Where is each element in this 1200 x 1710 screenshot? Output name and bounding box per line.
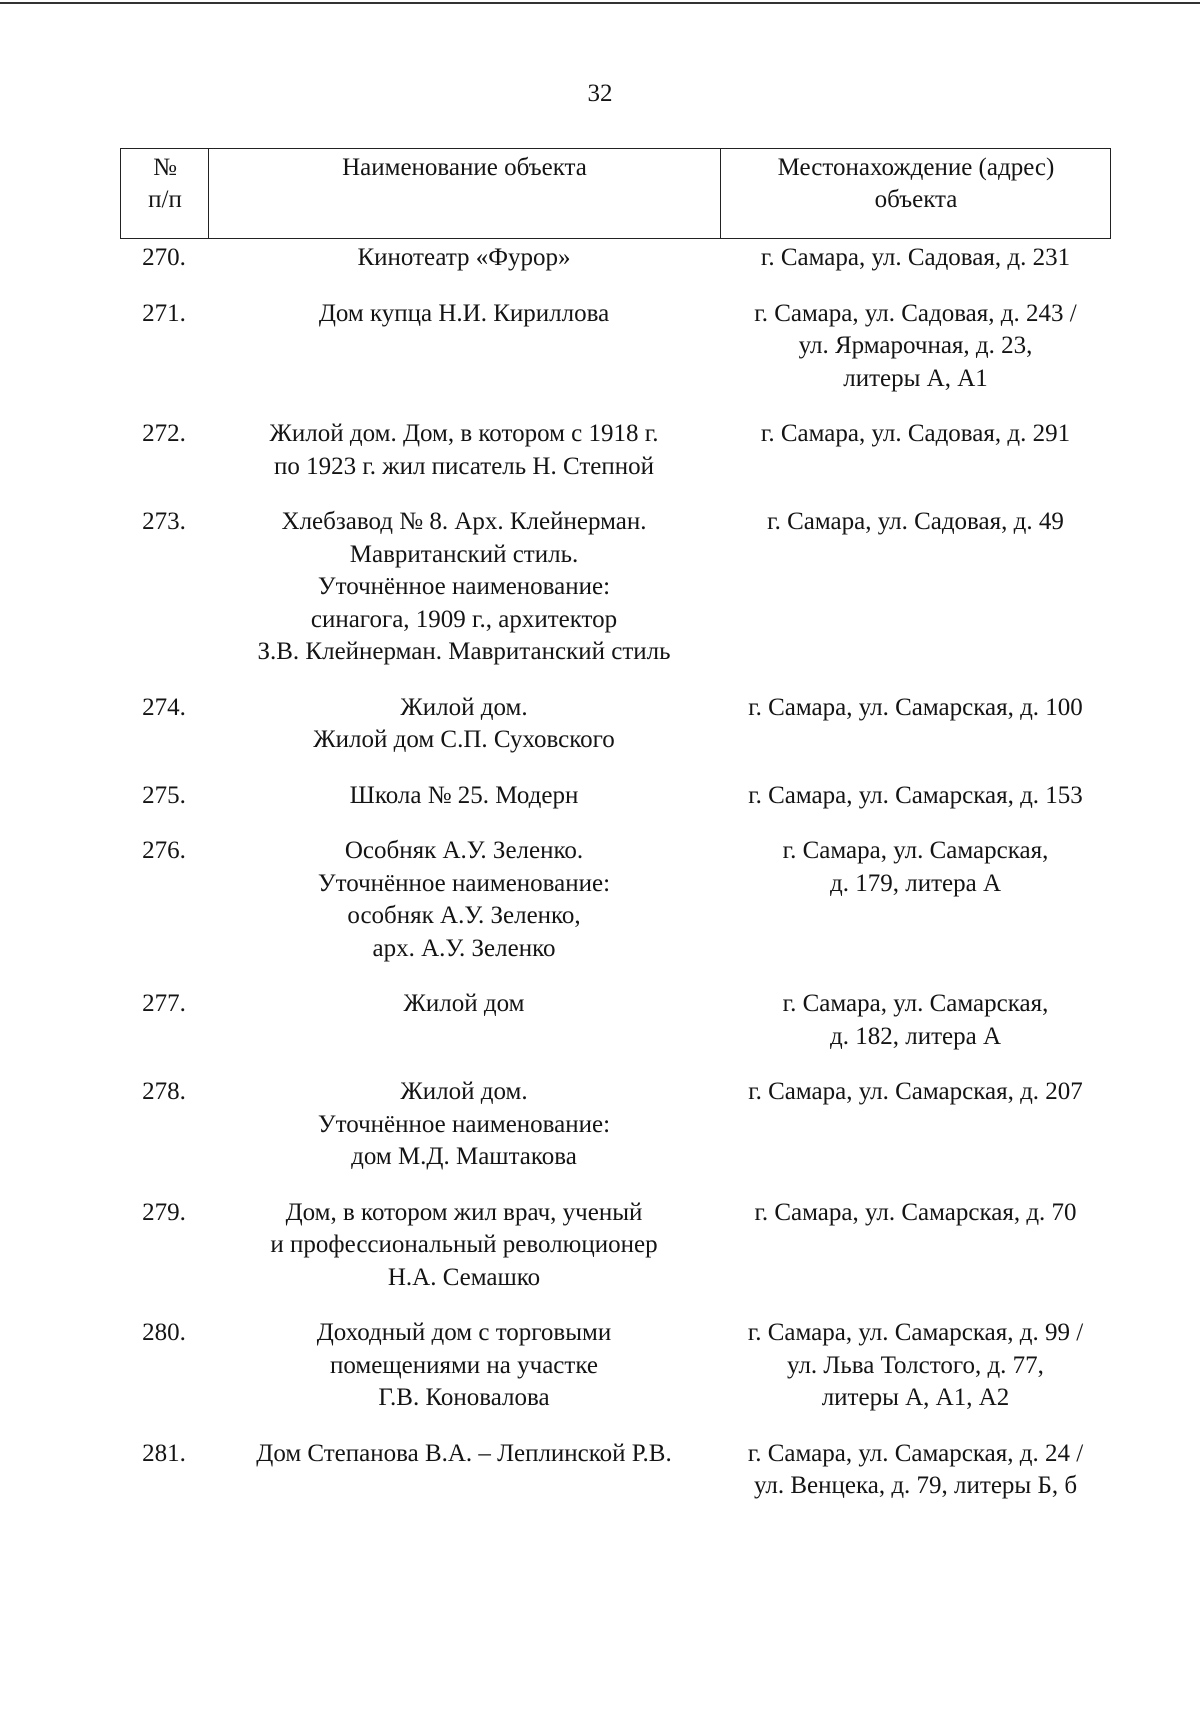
object-address (720, 1076, 1111, 1174)
object-name-line: дом М.Д. Маштакова (351, 1143, 577, 1170)
table-row (120, 692, 1111, 757)
object-name-line: Уточнённое наименование: (317, 573, 611, 600)
table-row (120, 506, 1111, 669)
header-line: Местонахождение (адрес) (777, 154, 1055, 181)
object-address-line: г. Самара, ул. Самарская, д. 99 / (747, 1319, 1084, 1346)
object-address-line: г. Самара, ул. Садовая, д. 231 (760, 244, 1071, 271)
table-row (120, 988, 1111, 1053)
table-row (120, 298, 1111, 396)
object-name-line: и профессиональный революционер (270, 1231, 658, 1258)
object-address-line: литеры А, А1, А2 (821, 1384, 1010, 1411)
row-number: 281. (142, 1439, 186, 1467)
table-header (120, 148, 1111, 239)
object-name-line: Мавританский стиль. (349, 540, 579, 568)
object-name-line: Жилой дом. (400, 1078, 528, 1105)
object-name-line: синагога, 1909 г., архитектор (310, 605, 618, 633)
object-name (208, 418, 720, 483)
object-name (208, 835, 720, 965)
row-number: 275. (142, 781, 186, 809)
table-row (120, 1317, 1111, 1415)
row-number: 276. (142, 837, 186, 864)
table-row (120, 418, 1111, 483)
object-name (208, 506, 720, 669)
row-number: 277. (142, 990, 186, 1017)
top-scan-edge-line (0, 2, 1200, 4)
object-name (208, 1197, 720, 1295)
object-address-line: д. 182, литера А (830, 1022, 1001, 1050)
table-body (120, 242, 1111, 1526)
object-name-line: Н.А. Семашко (387, 1263, 541, 1291)
object-address-line: г. Самара, ул. Самарская, д. 24 / (747, 1439, 1084, 1467)
object-address-line: г. Самара, ул. Самарская, д. 70 (754, 1198, 1077, 1226)
object-name-line: по 1923 г. жил писатель Н. Степной (273, 452, 654, 480)
object-address (720, 298, 1111, 396)
object-address-line: ул. Венцека, д. 79, литеры Б, б (753, 1472, 1078, 1499)
object-address-line: г. Самара, ул. Садовая, д. 243 / (754, 299, 1077, 327)
table-row (120, 1076, 1111, 1174)
table-row (120, 1197, 1111, 1295)
row-number: 280. (142, 1319, 186, 1346)
object-address (720, 835, 1111, 965)
header-number-column (121, 149, 209, 216)
object-name-line: Дом Степанова В.А. – Леплинской Р.В. (256, 1439, 672, 1467)
object-address (720, 1197, 1111, 1295)
object-name-line: Жилой дом (403, 990, 525, 1017)
object-name (208, 1317, 720, 1415)
header-line: № (153, 154, 177, 181)
header-line: п/п (148, 186, 182, 213)
object-address (720, 418, 1111, 483)
object-address-line: ул. Ярмарочная, д. 23, (798, 332, 1033, 359)
header-line: объекта (874, 186, 958, 213)
object-name (208, 1076, 720, 1174)
object-name-line: Г.В. Коновалова (378, 1384, 550, 1411)
object-name-line: Кинотеатр «Фурор» (357, 244, 571, 271)
row-number: 273. (142, 508, 186, 535)
object-name (208, 1438, 720, 1503)
header-address-column (721, 149, 1111, 216)
object-address-line: г. Самара, ул. Самарская, д. 100 (748, 693, 1083, 721)
object-address-line: г. Самара, ул. Садовая, д. 291 (760, 420, 1071, 447)
object-name-line: Хлебзавод № 8. Арх. Клейнерман. (281, 508, 647, 535)
row-number: 272. (142, 420, 186, 447)
object-address (720, 242, 1111, 275)
object-name-line: Жилой дом. (400, 693, 528, 721)
object-name-line: Школа № 25. Модерн (349, 781, 579, 809)
object-address (720, 506, 1111, 669)
object-address-line: г. Самара, ул. Садовая, д. 49 (767, 508, 1064, 535)
row-number: 270. (142, 244, 186, 271)
object-address-line: г. Самара, ул. Самарская, (782, 990, 1049, 1017)
object-name-line: Особняк А.У. Зеленко. (344, 837, 584, 864)
object-address-line: г. Самара, ул. Самарская, д. 207 (748, 1078, 1083, 1105)
object-name-line: Дом, в котором жил врач, ученый (285, 1198, 643, 1226)
object-name (208, 780, 720, 813)
object-name (208, 988, 720, 1053)
page-number: 32 (587, 80, 613, 107)
object-address-line: д. 179, литера А (830, 869, 1001, 897)
row-number: 274. (142, 693, 186, 721)
table-row (120, 1438, 1111, 1503)
object-name-line: Доходный дом с торговыми (316, 1319, 612, 1346)
table-row (120, 835, 1111, 965)
object-address-line: г. Самара, ул. Самарская, (782, 837, 1049, 864)
object-address-line: ул. Льва Толстого, д. 77, (787, 1351, 1044, 1379)
object-address (720, 1438, 1111, 1503)
object-address (720, 780, 1111, 813)
object-name-line: помещениями на участке (330, 1351, 598, 1379)
object-address (720, 692, 1111, 757)
object-name (208, 298, 720, 396)
object-name-line: З.В. Клейнерман. Мавританский стиль (257, 638, 671, 665)
object-address-line: литеры А, А1 (843, 364, 988, 392)
header-name-column (209, 149, 720, 184)
row-number: 279. (142, 1198, 186, 1226)
object-name-line: Уточнённое наименование: (317, 869, 611, 897)
row-number: 271. (142, 299, 186, 327)
row-number: 278. (142, 1078, 186, 1105)
object-name-line: Жилой дом. Дом, в котором с 1918 г. (269, 420, 659, 447)
object-name (208, 242, 720, 275)
table-row (120, 780, 1111, 813)
table-row (120, 242, 1111, 275)
object-name-line: Жилой дом С.П. Суховского (313, 726, 615, 753)
object-name-line: Дом купца Н.И. Кириллова (318, 299, 610, 327)
object-name (208, 692, 720, 757)
object-address (720, 988, 1111, 1053)
object-name-line: Уточнённое наименование: (317, 1110, 611, 1138)
object-name-line: арх. А.У. Зеленко (372, 934, 556, 962)
object-address (720, 1317, 1111, 1415)
object-address-line: г. Самара, ул. Самарская, д. 153 (748, 781, 1083, 809)
object-name-line: особняк А.У. Зеленко, (347, 902, 581, 929)
header-line: Наименование объекта (342, 154, 587, 181)
